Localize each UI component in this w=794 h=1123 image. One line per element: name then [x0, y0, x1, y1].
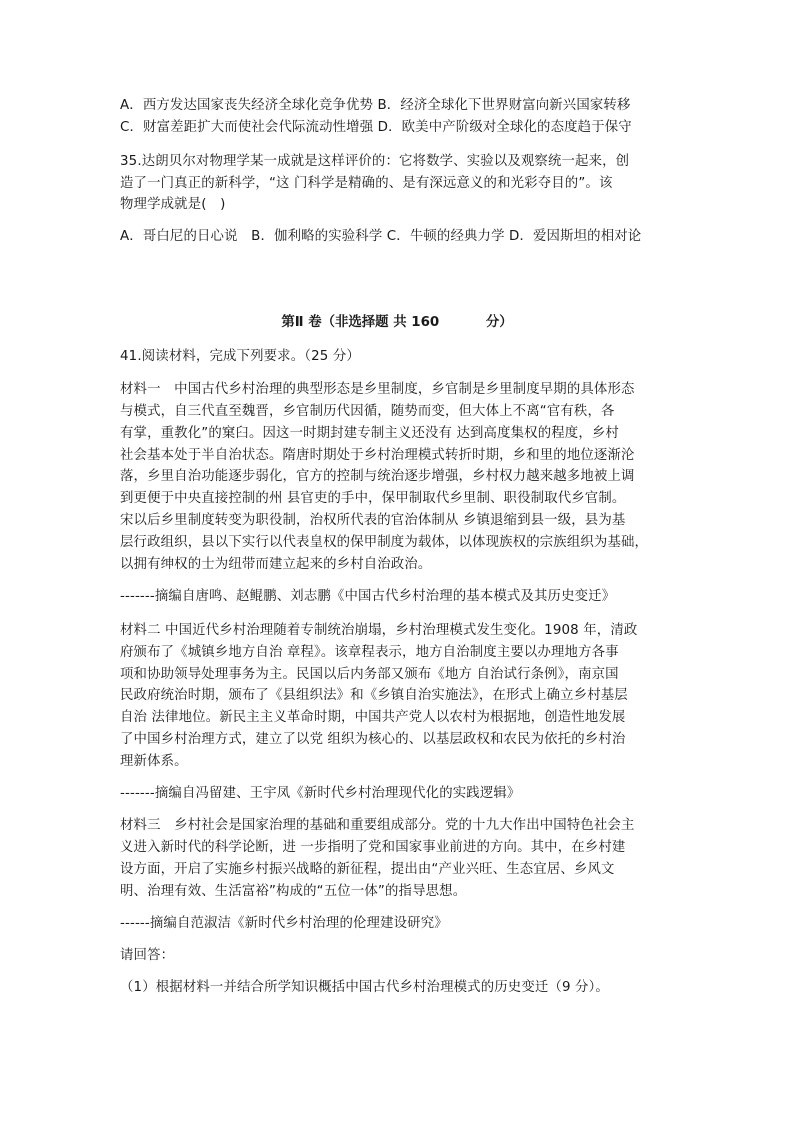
- material-1-line: 社会基本处于半自治状态。隋唐时期处于乡村治理模式转折时期，乡和里的地位逐渐沦: [120, 448, 635, 463]
- q35-stem-line-2: 造了一门真正的新科学，“这 门科学是精确的、是有深远意义的和光彩夺目的”。该: [120, 176, 613, 191]
- q35-stem-line-1: 35.达朗贝尔对物理学某一成就是这样评价的：它将数学、实验以及观察统一起来，创: [120, 154, 630, 169]
- material-2-line: 自治 法律地位。新民主主义革命时期，中国共产党人以农村为根据地，创造性地发展: [120, 710, 626, 725]
- material-3-line: 明、治理有效、生活富裕”构成的“五位一体”的指导思想。: [120, 884, 467, 899]
- material-1-line: 以拥有绅权的士为纽带而建立起来的乡村自治政治。: [120, 557, 432, 572]
- material-1-line: 有掌，重教化”的窠臼。因这一时期封建专制主义还没有 达到高度集权的程度，乡村: [120, 426, 619, 441]
- material-1-line: 到更便于中央直接控制的州 县官吏的手中，保甲制取代乡里制、职役制取代乡官制。: [120, 491, 626, 506]
- material-1-line: 材料一 中国古代乡村治理的典型形态是乡里制度，乡官制是乡里制度早期的具体形态: [120, 382, 635, 397]
- material-1-source: -------摘编自唐鸣、赵鲲鹏、刘志鹏《中国古代乡村治理的基本模式及其历史变迁》: [120, 589, 616, 604]
- material-3-line: 义进入新时代的科学论断，进 一步指明了党和国家事业前进的方向。其中，在乡村建: [120, 840, 626, 855]
- material-2-line: 民政府统治时期，颁布了《县组织法》和《乡镇自治实施法》，在形式上确立乡村基层: [120, 688, 628, 703]
- material-3-line: 材料三 乡村社会是国家治理的基础和重要组成部分。党的十九大作出中国特色社会主: [120, 818, 635, 833]
- material-3-line: 设方面，开启了实施乡村振兴战略的新征程，提出由“产业兴旺、生态宜居、乡风文: [120, 862, 615, 877]
- sub-question-1: （1）根据材料一并结合所学知识概括中国古代乡村治理模式的历史变迁（9 分）。: [120, 980, 609, 995]
- q34-options-line-1: A．西方发达国家丧失经济全球化竞争优势 B．经济全球化下世界财富向新兴国家转移: [120, 98, 631, 113]
- material-2-line: 材料二 中国近代乡村治理随着专制统治崩塌，乡村治理模式发生变化。1908 年，清政: [120, 623, 638, 638]
- q41-instruction: 41.阅读材料，完成下列要求。（25 分）: [120, 349, 360, 364]
- material-2-line: 了中国乡村治理方式，建立了以党 组织为核心的、以基层政权和农民为依托的乡村治: [120, 732, 626, 747]
- material-1-line: 与模式，自三代直至魏晋，乡官制历代因循，随势而变，但大体上不离“官有秩，各: [120, 404, 615, 419]
- material-1-line: 宋以后乡里制度转变为职役制，治权所代表的官治体制从 乡镇退缩到县一级，县为基: [120, 513, 626, 528]
- material-1-line: 落，乡里自治功能逐步弱化，官方的控制与统治逐步增强，乡村权力越来越多地被上调: [120, 469, 635, 484]
- q35-options: A．哥白尼的日心说 B．伽利略的实验科学 C．牛顿的经典力学 D．爱因斯坦的相对论: [120, 229, 642, 244]
- material-2-line: 府颁布了《城镇乡地方自治 章程》。该章程表示，地方自治制度主要以办理地方各事: [120, 645, 619, 660]
- q35-stem-line-3: 物理学成就是( ): [120, 197, 226, 212]
- material-2-source: -------摘编自冯留建、王宇凤《新时代乡村治理现代化的实践逻辑》: [120, 786, 521, 801]
- material-2-line: 项和协助领导处理事务为主。民国以后内务部又颁布《地方 自治试行条例》，南京国: [120, 667, 619, 682]
- material-2-line: 理新体系。: [120, 754, 188, 769]
- section-title: 第Ⅱ 卷（非选择题 共 160 分）: [281, 315, 513, 330]
- please-answer: 请回答：: [120, 948, 175, 963]
- material-3-source: ------摘编自范淑洁《新时代乡村治理的伦理建设研究》: [120, 916, 448, 931]
- material-1-line: 层行政组织，县以下实行以代表皇权的保甲制度为载体，以体现族权的宗族组织为基础，: [120, 535, 649, 550]
- q34-options-line-2: C．财富差距扩大而使社会代际流动性增强 D．欧美中产阶级对全球化的态度趋于保守: [120, 120, 632, 135]
